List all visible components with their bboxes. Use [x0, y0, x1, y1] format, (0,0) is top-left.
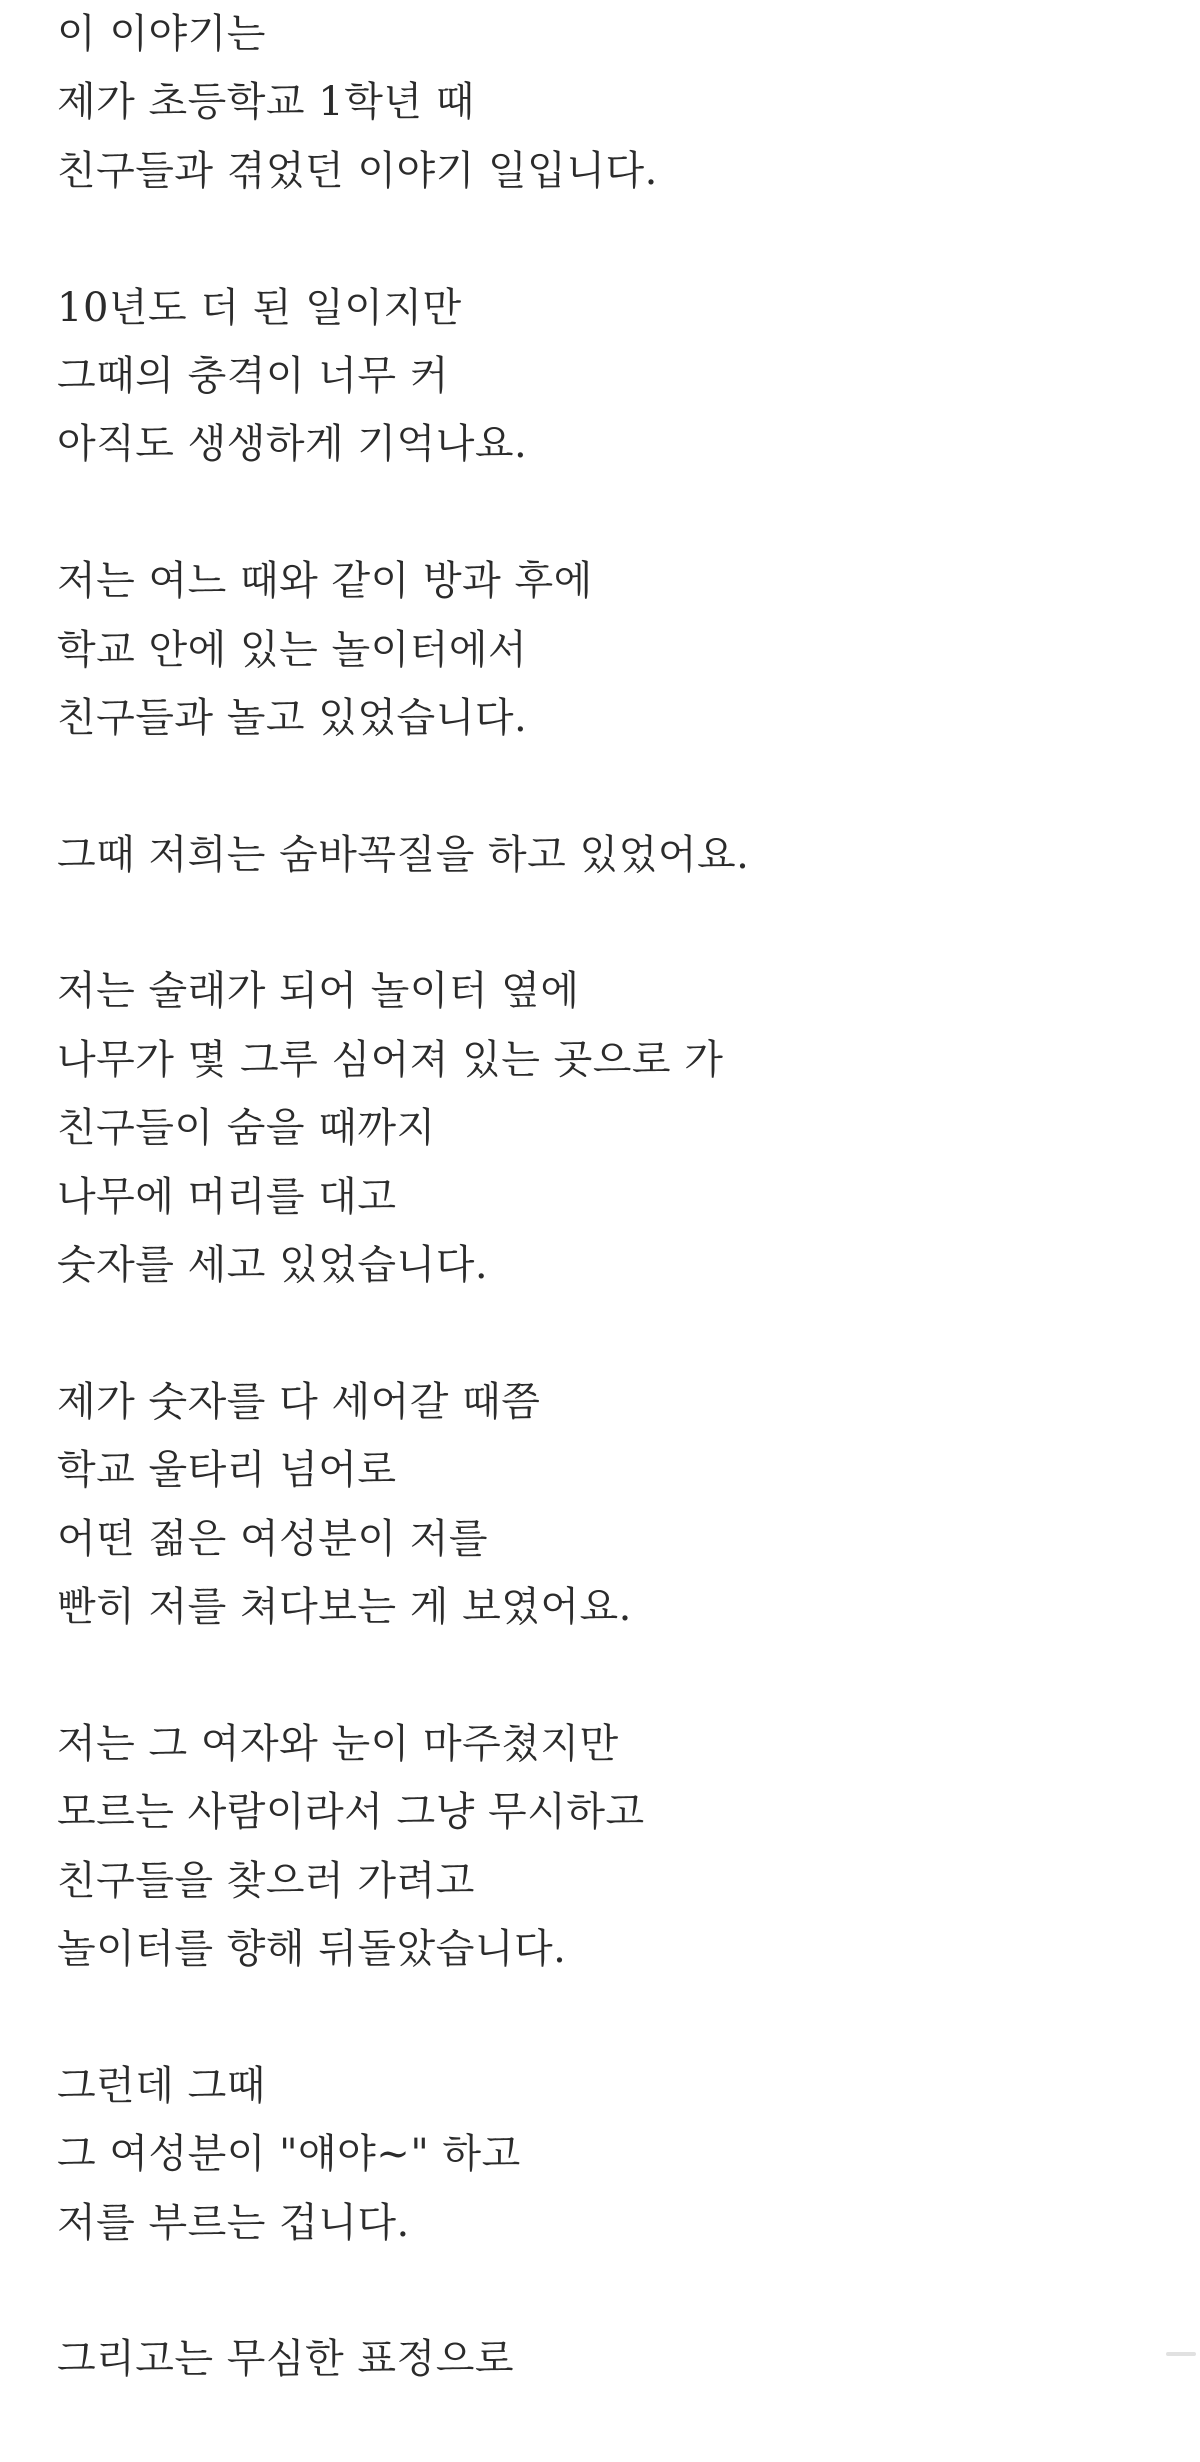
- text-line: 나무에 머리를 대고: [57, 1173, 397, 1220]
- text-line: 학교 울타리 넘어로: [57, 1447, 397, 1494]
- text-line: 놀이터를 향해 뒤돌았습니다.: [57, 1925, 567, 1972]
- text-line: 저를 부르는 겁니다.: [57, 2199, 410, 2246]
- text-line: 나무가 몇 그루 심어져 있는 곳으로 가: [57, 1036, 724, 1083]
- text-line: 제가 숫자를 다 세어갈 때쯤: [57, 1378, 541, 1425]
- text-line: 숫자를 세고 있었습니다.: [57, 1242, 489, 1289]
- text-line: 친구들과 놀고 있었습니다.: [57, 694, 528, 741]
- text-line: 저는 그 여자와 눈이 마주쳤지만: [57, 1720, 619, 1767]
- paragraph: [57, 0, 1157, 205]
- text-line: 이 이야기는: [57, 11, 266, 57]
- paragraph: [57, 2052, 1157, 2257]
- text-line: 저는 여느 때와 같이 방과 후에: [57, 558, 593, 605]
- paragraph: [57, 2325, 1157, 2393]
- text-line: 빤히 저를 쳐다보는 게 보였어요.: [57, 1583, 632, 1630]
- text-line: 그런데 그때: [57, 2062, 266, 2109]
- paragraph: [57, 1368, 1157, 1642]
- text-line: 그때 저희는 숨바꼭질을 하고 있었어요.: [57, 831, 750, 878]
- text-line: 모르는 사람이라서 그냥 무시하고: [57, 1789, 645, 1836]
- paragraph: [57, 274, 1157, 479]
- story-text: [57, 0, 1157, 2462]
- text-line: 그리고는 무심한 표정으로: [57, 2336, 514, 2383]
- text-line: 10년도 더 된 일이지만: [57, 284, 462, 331]
- paragraph: [57, 821, 1157, 889]
- text-line: 친구들과 겪었던 이야기 일입니다.: [57, 147, 658, 194]
- text-line: 그 여성분이 "얘야~" 하고: [57, 2131, 521, 2178]
- text-line: 학교 안에 있는 놀이터에서: [57, 626, 528, 673]
- text-line: 친구들을 찾으러 가려고: [57, 1857, 475, 1904]
- text-line: 저는 술래가 되어 놀이터 옆에: [57, 968, 580, 1015]
- text-line: 어떤 젊은 여성분이 저를: [57, 1515, 489, 1562]
- scroll-indicator[interactable]: [1166, 2352, 1196, 2356]
- paragraph: [57, 547, 1157, 752]
- paragraph: [57, 957, 1157, 1299]
- text-line: 친구들이 숨을 때까지: [57, 1105, 436, 1152]
- text-line: 그때의 충격이 너무 커: [57, 352, 449, 399]
- text-line: 제가 초등학교 1학년 때: [57, 79, 475, 126]
- paragraph: [57, 1710, 1157, 1984]
- text-line: 아직도 생생하게 기억나요.: [57, 421, 528, 468]
